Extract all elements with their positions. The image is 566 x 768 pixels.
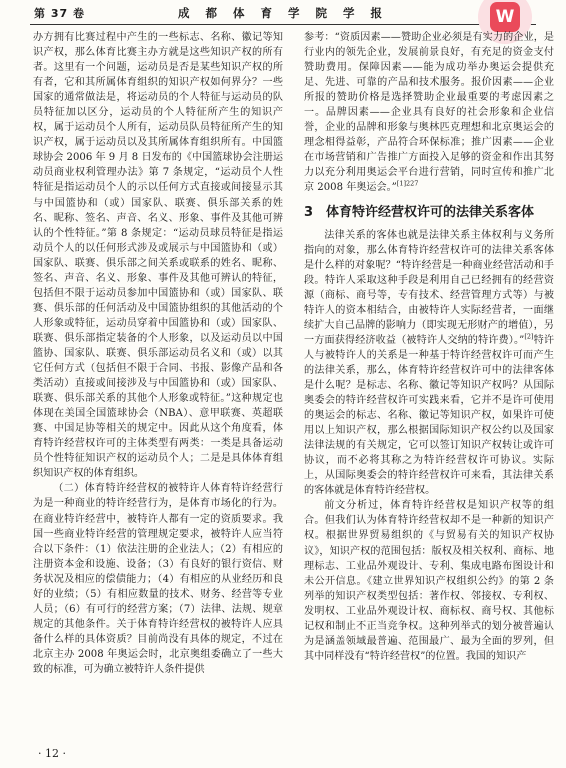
wps-logo-icon: W	[490, 2, 520, 32]
paragraph-text: 法律关系的客体也就是法律关系主体权利与义务所指向的对象，那么体育特许经营权许可的法律关系客体是什么样的对象呢？“特许经营是一种商业经营活动和手段。特许人采取这种手段是利用自己已经拥有的经营资源（商标、商号等，专有技术、经营管理方式等）与被特许人的资本相结合，由被特许人实际经营者，一面继续扩大自己品牌的影响力（即实现无形财产的增值），另一方面获得经济收益（被特许人交纳的特许费）。”	[304, 229, 554, 346]
citation-mark: [1]227	[396, 180, 419, 189]
left-column	[33, 30, 283, 677]
citation-mark: [2]	[524, 332, 534, 341]
body-paragraph	[304, 228, 554, 499]
page-number: · 12 ·	[38, 747, 66, 760]
right-column	[304, 30, 554, 664]
body-paragraph: （二）体育特许经营权的被特许人体育特许经营行为是一种商业的特许经营行为，是体育市场化的行为。在商业特许经营中，被特许人都有一定的资质要求。我国一些商业特许经营的管理规定要求，被特许人应当符合以下条件：（1）依法注册的企业法人；（2）有相应的注册资本金和设施、设备；（3）有良好的银行资信、财务状况及相应的偿债能力；（4）有相应的从业经历和良好的业绩；（5）有相应数量的技术、财务、经营等专业人员；（6）有可行的经营方案；（7）法律、法规、规章规定的其他条件。关于体育特许经营权的被特许人应具备什么样的具体资质？目前尚没有具体的规定，不过在北京主办 2008 年奥运会时，北京奥组委确立了一些大致的标准，可为确立被特许人条件提供	[33, 483, 283, 675]
body-paragraph: 办方拥有比赛过程中产生的一些标志、名称、徽记等知识产权，那么体育比赛主办方就是这些知识产权的所有者。这里有一个问题，运动员是否是某些知识产权的所有者，它和其所属体育组织的知识产权如何界分？一些国家的通常做法是，将运动员的个人特征与运动员的队员特征加以区分，运动员的个人特征所产生的知识产权，属于运动员个人所有，运动员队员特征所产生的知识产权，属于运动员以及其所属体育组织所有。中国篮球协会 2006 年 9 月 8 日发布的《中国篮球协会注册运动员商业权利管理办法》第 7 条规定，“运动员个人性特征是指运动员个人的示以任何方式直接或间接显示其与中国篮协和（或）国家队、联赛、俱乐部关系的姓名、昵称、签名、声音、名义、形象、事件及其他可辨认的个性特征。”第 8 条规定：“运动员球员特征是指运动员个人的以任何形式涉及或展示与中国篮协和（或）国家队、联赛、俱乐部之间关系或联系的姓名、昵称、签名、声音、名义、形象、事件及其他可辨认的特征，包括但不限于运动员参加中国篮协和（或）国家队、联赛、俱乐部的任何活动及中国篮协组织的其他活动的个人形象或特征，运动员穿着中国篮协和（或）国家队、联赛、俱乐部指定装备的个人形象，以及运动员以中国篮协、国家队、联赛、俱乐部运动员名义和（或）以其它任何方式（包括但不限于合同、书报、影像产品和各类活动）直接或间接涉及与中国篮协和（或）国家队、联赛、俱乐部关系的其他个人形象或特征。”这种规定也体现在美国全国篮球协会（NBA）、意甲联赛、英超联赛、中国足协等相关的规定中。因此从这个角度看，体育特许经营权许可的主体类型有两类：一类是具备运动员个性特征知识产权的运动员个人；二是是具体体育组织知识产权的体育组织。	[33, 32, 283, 480]
paragraph-text: 参考：“资质因素——赞助企业必须是有实力的企业，是行业内的领先企业，发展前景良好，有充足的资金支付赞助费用。保障因素——能为成功举办奥运会提供充足、先进、可靠的产品和技术服务。报价因素——企业所报的赞助价格是选择赞助企业最重要的考虑因素之一。品牌因素——企业具有良好的社会形象和企业信誉，企业的品牌和形象与奥林匹克理想和北京奥运会的理念相得益彰，产品符合环保标准；推广因素——企业在市场营销和广告推广方面投入足够的资金和作出其努力以充分利用奥运会平台进行营销，同时宣传和推广北京 2008 年奥运会。”	[304, 32, 554, 194]
volume-label: 第 37 卷	[34, 7, 85, 20]
body-paragraph	[304, 30, 554, 196]
running-header	[30, 0, 536, 25]
section-heading: 3 体育特许经营权许可的法律关系客体	[304, 204, 535, 220]
journal-title: 成 都 体 育 学 院 学 报	[177, 6, 389, 20]
paragraph-text: 特许人与被特许人的关系是一种基于特许经营权许可而产生的法律关系，那么，体育特许经营权许可中的法律客体是什么呢？是标志、名称、徽记等知识产权吗？从国际奥委会的特许经营权许可实践来看，它并不是许可使用的奥运会的标志、名称、徽记等知识产权，如果许可使用以上知识产权，那么根据国际知识产权公约以及国家法律法规的有关规定，它可以签订知识产权转让或许可协议，而不必将其称之为特许经营权许可协议。实际上，从国际奥委会的特许经营权许可来看，其法律关系的客体就是体育特许经营权。	[304, 334, 555, 497]
body-paragraph: 前文分析过，体育特许经营权是知识产权等的组合。但我们认为体育特许经营权却不是一种新的知识产权。根据世界贸易组织的《与贸易有关的知识产权协议》，知识产权的范围包括：版权及相关权利、商标、地理标志、工业品外观设计、专利、集成电路布图设计和未公开信息。《建立世界知识产权组织公约》的第 2 条列举的知识产权类型包括：著作权、邻接权、专利权、发明权、工业品外观设计权、商标权、商号权、其他标记权和制止不正当竞争权。这种列举式的划分被普遍认为是涵盖领域最普遍、范围最广、最为全面的罗列，但其中同样没有“特许经营权”的位置。我国的知识产	[304, 500, 554, 662]
